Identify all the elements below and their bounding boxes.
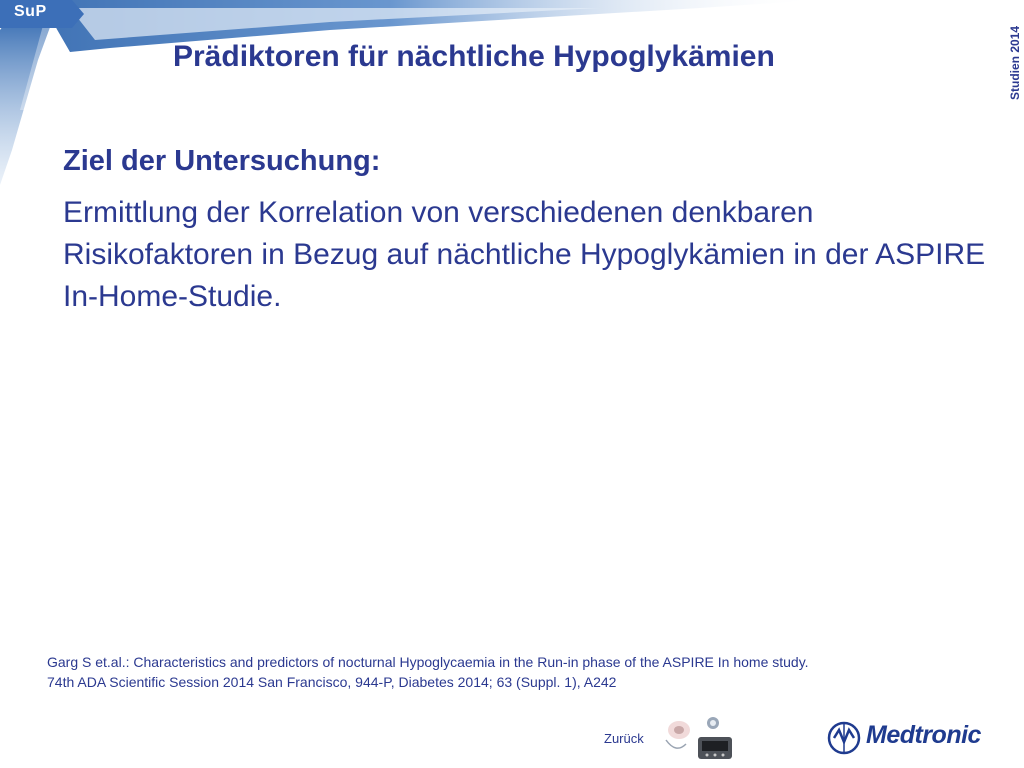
section-side-label-text: Studien 2014: [1008, 25, 1022, 101]
sup-badge-label: SuP: [14, 3, 47, 20]
citation-line-1: Garg S et.al.: Characteristics and predictors of nocturnal Hypoglycaemia in the Run-in phase of the ASPIRE In home study.: [47, 654, 809, 670]
sup-badge[interactable]: [0, 0, 84, 28]
slide-title: Prädiktoren für nächtliche Hypoglykämien: [173, 40, 775, 73]
goal-body-text: Ermittlung der Korrelation von verschiedenen denkbaren Risikofaktoren in Bezug auf nächtliche Hypoglykämien in der ASPIRE In-Home-Studie.: [63, 196, 986, 313]
citation-line-2: 74th ADA Scientific Session 2014 San Francisco, 944-P, Diabetes 2014; 63 (Suppl. 1), A242: [47, 674, 617, 690]
citation: [47, 652, 1007, 692]
section-side-label: [1004, 18, 1024, 108]
goal-heading: Ziel der Untersuchung:: [63, 145, 381, 177]
back-link[interactable]: Zurück: [604, 731, 644, 746]
medtronic-logo-text: Medtronic: [866, 721, 981, 749]
medtronic-logo-icon: [826, 720, 862, 756]
device-images-icon: [656, 714, 736, 762]
